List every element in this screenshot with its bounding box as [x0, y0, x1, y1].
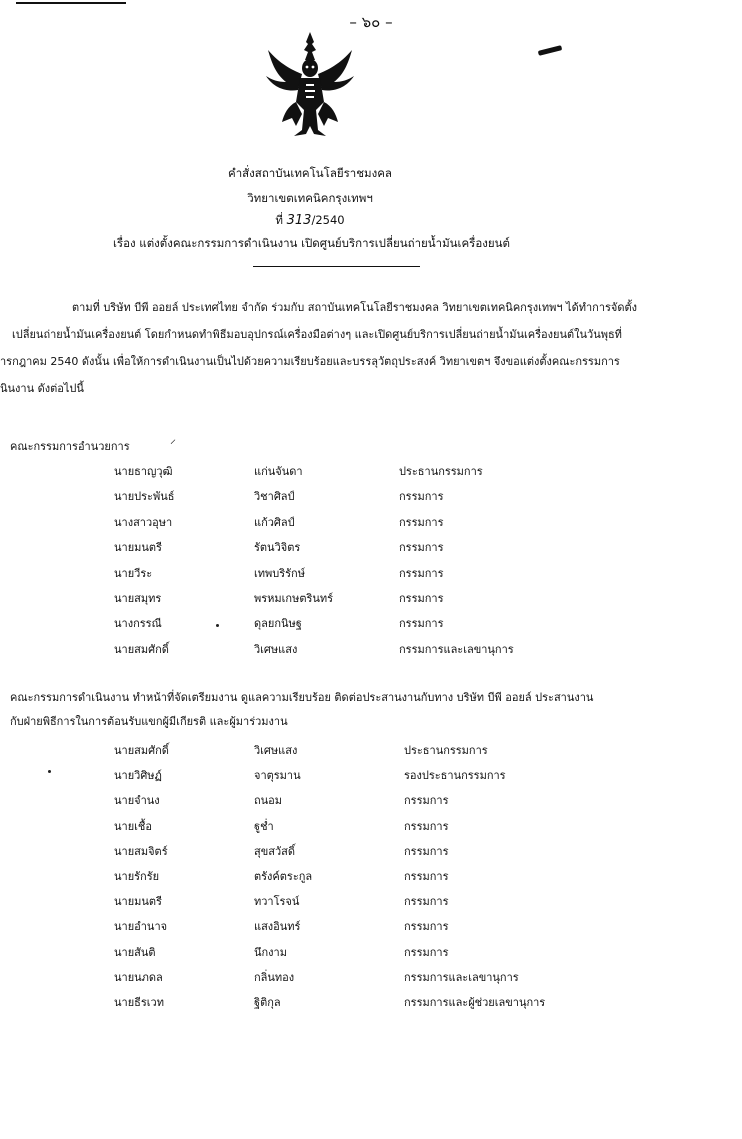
member-title: นายธีรเวท: [114, 996, 164, 1009]
committee2-title-line2: กับฝ่ายพิธีการในการต้อนรับแขกผู้มีเกียรติ และผู้มาร่วมงาน: [10, 715, 288, 728]
member-surname: วิเศษแสง: [254, 744, 298, 757]
member-title: นางสาวอุษา: [114, 515, 173, 529]
member-role: กรรมการ: [399, 566, 444, 580]
member-title: นายรักรัย: [114, 870, 160, 883]
member-role: กรรมการ: [404, 895, 449, 909]
tick-mark: ⸝: [170, 432, 177, 446]
member-surname: ตรังค์ตระกูล: [254, 870, 313, 883]
member-row: [114, 589, 574, 609]
member-surname: สุขสวัสดิ์: [254, 844, 295, 858]
member-row: [114, 538, 574, 558]
member-surname: ฐิติกุล: [254, 996, 281, 1009]
top-rule: [16, 2, 126, 4]
member-role: กรรมการ: [404, 844, 449, 858]
member-surname: วิเศษแสง: [254, 642, 298, 656]
member-title: นายวิศิษฏ์: [114, 769, 162, 783]
member-role: กรรมการและผู้ช่วยเลขานุการ: [404, 996, 546, 1009]
member-row: [114, 968, 574, 988]
header-divider: [253, 266, 420, 267]
member-role: กรรมการ: [404, 870, 449, 883]
member-surname: ฐูช่ำ: [254, 819, 274, 833]
garuda-emblem-icon: [262, 30, 358, 140]
member-row: [114, 943, 574, 963]
member-row: [114, 867, 574, 887]
member-row: [114, 513, 574, 533]
member-title: นายสมศักดิ์: [114, 744, 169, 757]
scan-speck: [48, 770, 51, 773]
member-row: [114, 487, 574, 507]
member-title: นายสมุทร: [114, 592, 162, 605]
member-row: [114, 766, 574, 786]
member-title: นายประพันธ์: [114, 490, 175, 504]
member-row: [114, 892, 574, 912]
member-title: นางกรรณี: [114, 617, 162, 631]
campus-line: วิทยาเขตเทคนิคกรุงเทพฯ: [247, 191, 373, 205]
member-surname: จาตุรมาน: [254, 769, 301, 783]
body-line-1: ตามที่ บริษัท บีพี ออยล์ ประเทศไทย จำกัด ร่วมกับ สถาบันเทคโนโลยีราชมงคล วิทยาเขตเทคนิคกรุงเทพฯ ได้ทำการจัดตั้ง: [72, 301, 638, 314]
scan-mark: [538, 45, 562, 56]
member-role: กรรมการ: [404, 920, 449, 934]
member-surname: แก่นจันดา: [254, 465, 303, 478]
body-line-4: นินงาน ดังต่อไปนี้: [0, 382, 84, 395]
member-row: [114, 741, 574, 761]
member-row: [114, 564, 574, 584]
page-number: – ๖๐ –: [349, 13, 393, 31]
member-surname: แสงอินทร์: [254, 920, 301, 934]
order-prefix: ที่: [275, 213, 283, 227]
member-title: นายสมจิตร์: [114, 844, 168, 858]
member-row: [114, 640, 574, 660]
member-role: ประธานกรรมการ: [404, 744, 488, 757]
member-surname: ดุลยกนิษฐ: [254, 617, 302, 631]
member-role: กรรมการ: [399, 541, 444, 555]
member-surname: แก้วศิลป์: [254, 515, 295, 529]
member-role: กรรมการ: [399, 592, 444, 605]
body-line-3: ารกฎาคม 2540 ดังนั้น เพื่อให้การดำเนินงานเป็นไปด้วยความเรียบร้อยและบรรลุวัตถุประสงค์ วิทยาเขตฯ จึงขอแต่งตั้งคณะกรรมการ: [0, 355, 620, 368]
member-role: กรรมการ: [399, 515, 444, 529]
member-surname: ทวาโรจน์: [254, 895, 300, 909]
member-row: [114, 817, 574, 837]
committee1-title: คณะกรรมการอำนวยการ: [10, 440, 130, 453]
order-number: 313: [286, 213, 312, 228]
member-row: [114, 462, 574, 482]
member-role: กรรมการ: [404, 819, 449, 833]
committee2-title-line1: คณะกรรมการดำเนินงาน ทำหน้าที่จัดเตรียมงาน ดูแลความเรียบร้อย ติดต่อประสานงานกับทาง บริษัท บีพี ออยล์ ประสานงาน: [10, 691, 594, 704]
member-title: นายสมศักดิ์: [114, 642, 169, 656]
member-row: [114, 614, 574, 634]
member-role: กรรมการ: [404, 794, 449, 808]
member-surname: รัตนวิจิตร: [254, 541, 301, 555]
member-title: นายอำนาจ: [114, 920, 168, 934]
member-role: กรรมการ: [399, 490, 444, 504]
member-row: [114, 993, 574, 1013]
subject-line: เรื่อง แต่งตั้งคณะกรรมการดำเนินงาน เปิดศูนย์บริการเปลี่ยนถ่ายน้ำมันเครื่องยนต์: [113, 236, 510, 250]
member-row: [114, 917, 574, 937]
scan-speck: [216, 624, 219, 627]
member-surname: กลิ่นทอง: [254, 970, 295, 984]
member-row: [114, 842, 574, 862]
member-role: กรรมการ: [399, 617, 444, 631]
member-surname: นึกงาม: [254, 945, 287, 959]
member-role: รองประธานกรรมการ: [404, 769, 506, 783]
member-surname: วิชาศิลป์: [254, 490, 295, 504]
member-title: นายเชื้อ: [114, 819, 152, 833]
member-title: นายมนตรี: [114, 541, 162, 555]
member-title: นายมนตรี: [114, 895, 162, 909]
member-row: [114, 791, 574, 811]
member-surname: พรหมเกษตรินทร์: [254, 592, 334, 605]
member-role: ประธานกรรมการ: [399, 465, 483, 478]
member-title: นายนภดล: [114, 970, 163, 984]
member-role: กรรมการและเลขานุการ: [399, 642, 514, 656]
issuer-line: คำสั่งสถาบันเทคโนโลยีราชมงคล: [228, 166, 392, 180]
body-line-2: เปลี่ยนถ่ายน้ำมันเครื่องยนต์ โดยกำหนดทำพิธีมอบอุปกรณ์เครื่องมือต่างๆ และเปิดศูนย์บริการเปลี่ยนถ่ายน้ำมันเครื่องยนต์ในวันพุธที่: [12, 328, 622, 341]
member-role: กรรมการและเลขานุการ: [404, 970, 519, 984]
member-role: กรรมการ: [404, 945, 449, 959]
member-surname: ถนอม: [254, 794, 283, 808]
body-paragraph: [0, 294, 690, 402]
member-surname: เทพบริรักษ์: [254, 566, 305, 580]
member-title: นายสันติ: [114, 945, 156, 959]
member-title: นายวีระ: [114, 566, 153, 580]
order-year: /2540: [311, 213, 345, 227]
member-title: นายจำนง: [114, 794, 160, 808]
order-number-line: [0, 212, 620, 230]
member-title: นายธาญวุฒิ: [114, 465, 173, 478]
